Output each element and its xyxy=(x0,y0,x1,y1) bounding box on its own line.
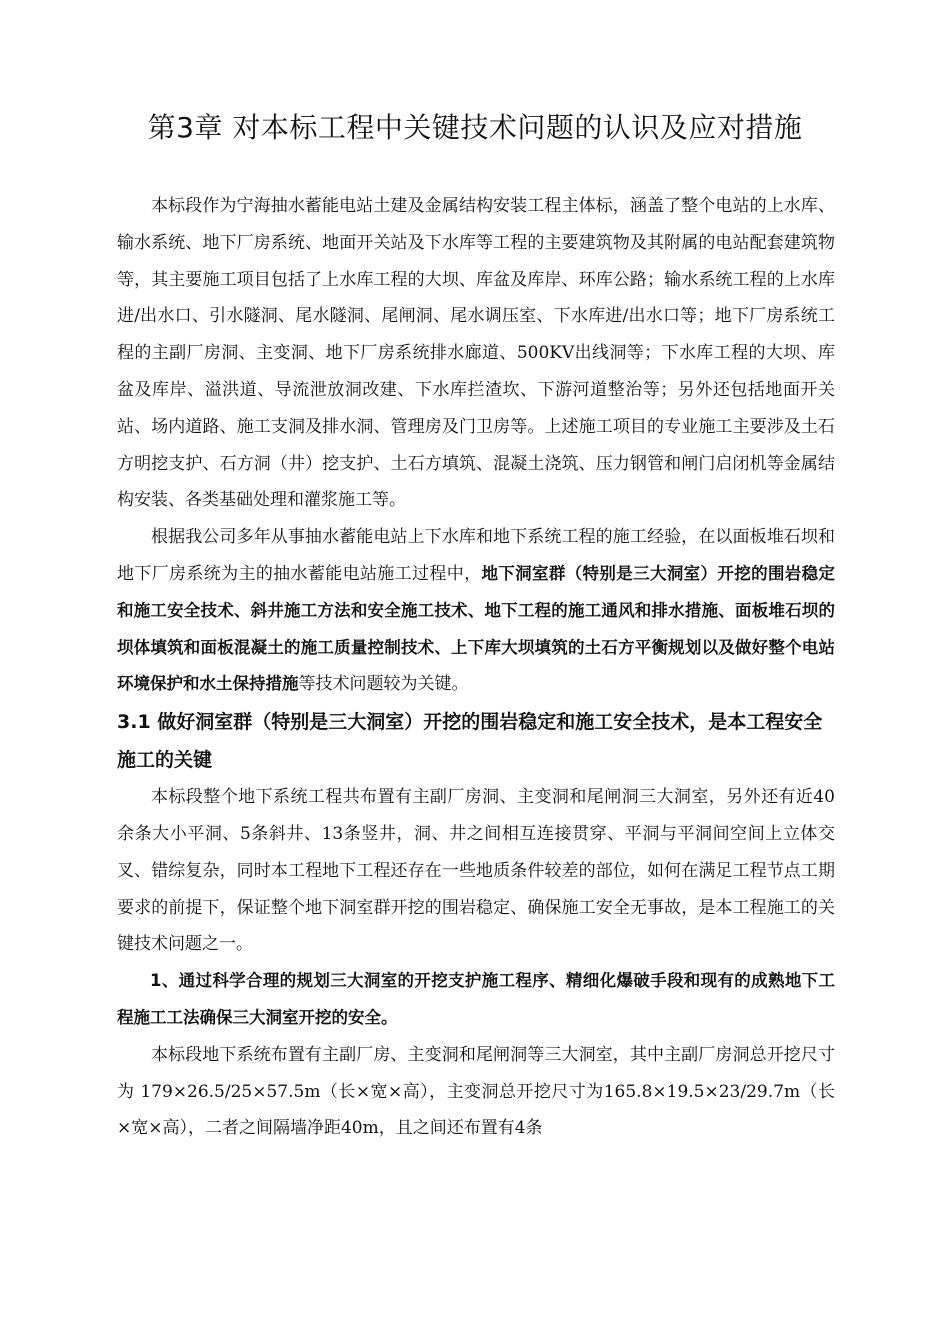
section-heading-3-1: 3.1 做好洞室群（特别是三大洞室）开挖的围岩稳定和施工安全技术，是本工程安全施工的关键 xyxy=(117,711,823,772)
paragraph-underground-system: 本标段整个地下系统工程共布置有主副厂房洞、主变洞和尾闸洞三大洞室，另外还有近40余条大小平洞、5条斜井、13条竖井，洞、井之间相互连接贯穿、平洞与平洞间空间上立体交叉、错综复杂，同时本工程地下工程还存在一些地质条件较差的部位，如何在满足工程节点工期要求的前提下，保证整个地下洞室群开挖的围岩稳定、确保施工安全无事故，是本工程施工的关键技术问题之一。 xyxy=(117,787,835,955)
document-body xyxy=(117,188,835,1147)
paragraph-key-issues-emphasis: 地下洞室群（特别是三大洞室）开挖的围岩稳定和施工安全技术、斜井施工方法和安全施工技术、地下工程的施工通风和排水措施、面板堆石坝的坝体填筑和面板混凝土的施工质量控制技术、上下库大坝填筑的土石方平衡规划以及做好整个电站环境保护和水土保持措施 xyxy=(117,563,836,694)
paragraph-key-issues xyxy=(117,519,835,703)
chapter-title: 第3章 对本标工程中关键技术问题的认识及应对措施 xyxy=(147,111,803,144)
subheading-1: 1、通过科学合理的规划三大洞室的开挖支护施工程序、精细化爆破手段和现有的成熟地下工程施工工法确保三大洞室开挖的安全。 xyxy=(117,971,835,1027)
paragraph-cavern-dimensions: 本标段地下系统布置有主副厂房、主变洞和尾闸洞等三大洞室，其中主副厂房洞总开挖尺寸为 179×26.5/25×57.5m（长×宽×高），主变洞总开挖尺寸为165.8×19.5×23/29.7m（长×宽×高），二者之间隔墙净距40m，且之间还布置有4条 xyxy=(117,1044,835,1139)
paragraph-key-issues-start: 根据我公司多年从事抽水蓄能电站上下水库和地下系统工程的施工经验，在以面板堆石坝和地下厂房系统为主的抽水蓄能电站施工过程中， xyxy=(117,527,835,584)
paragraph-scope-overview: 本标段作为宁海抽水蓄能电站土建及金属结构安装工程主体标，涵盖了整个电站的上水库、输水系统、地下厂房系统、地面开关站及下水库等工程的主要建筑物及其附属的电站配套建筑物等，其主要施工项目包括了上水库工程的大坝、库盆及库岸、环库公路；输水系统工程的上水库进/出水口、引水隧洞、尾水隧洞、尾闸洞、尾水调压室、下水库进/出水口等；地下厂房系统工程的主副厂房洞、主变洞、地下厂房系统排水廊道、500KV出线洞等；下水库工程的大坝、库盆及库岸、溢洪道、导流泄放洞改建、下水库拦渣坎、下游河道整治等；另外还包括地面开关站、场内道路、施工支洞及排水洞、管理房及门卫房等。上述施工项目的专业施工主要涉及土石方明挖支护、石方洞（井）挖支护、土石方填筑、混凝土浇筑、压力钢管和闸门启闭机等金属结构安装、各类基础处理和灌浆施工等。 xyxy=(117,196,835,511)
paragraph-key-issues-end: 等技术问题较为关键。 xyxy=(298,674,469,695)
